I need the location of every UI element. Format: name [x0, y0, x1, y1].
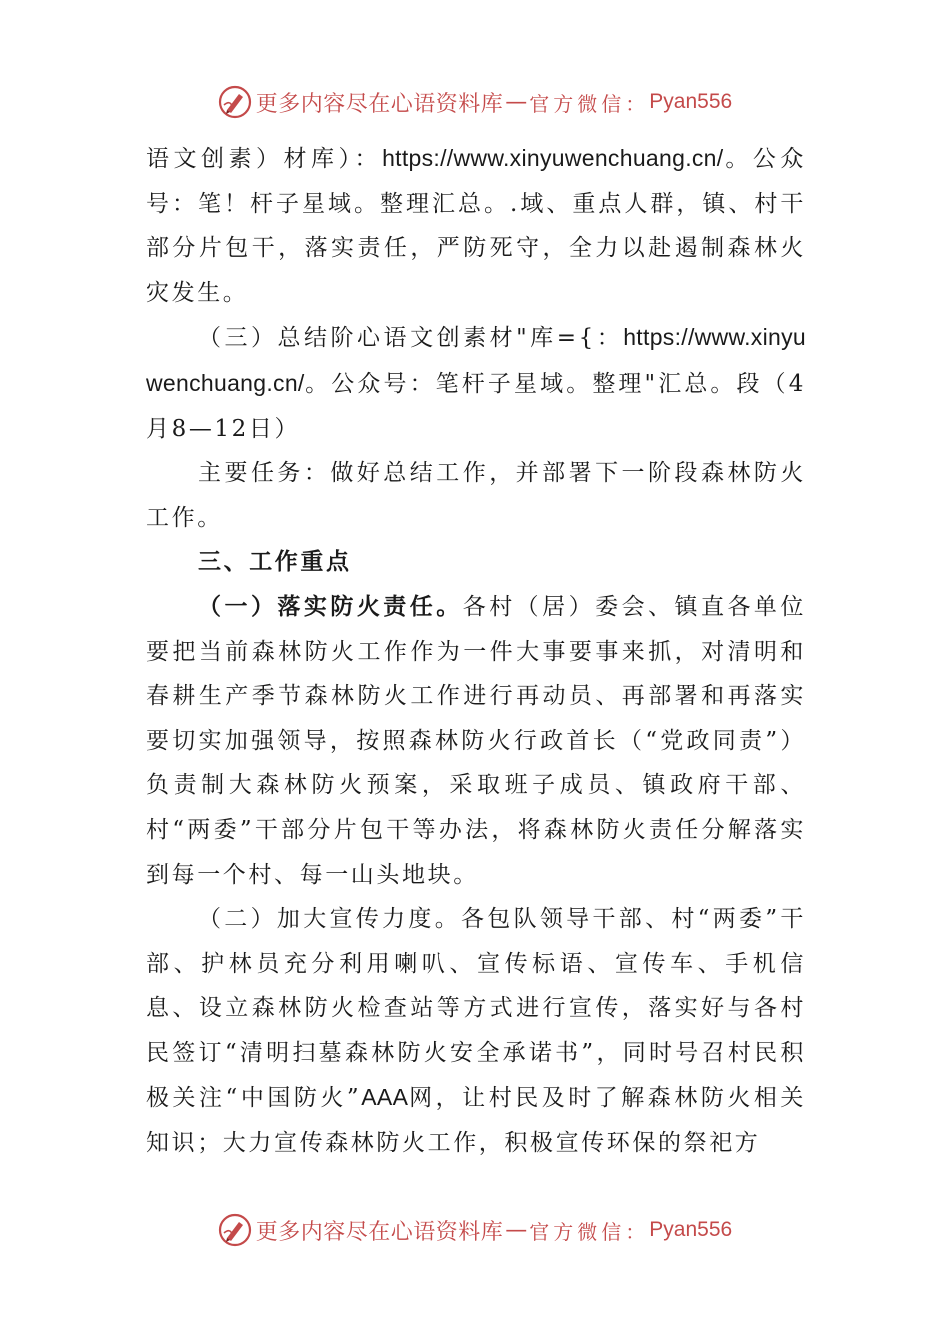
watermark-text: 更多内容尽在心语资料库	[255, 91, 504, 117]
watermark-separator: —	[505, 1217, 528, 1243]
paragraph-5	[146, 897, 806, 1166]
watermark-wechat-label: 官方微信：	[529, 91, 650, 116]
watermark-separator: —	[505, 89, 528, 115]
footer-watermark	[0, 1208, 950, 1252]
paragraph-4-text: 各村（居）委会、镇直各单位要把当前森林防火工作作为一件大事要事来抓，对清明和春耕生产季节森林防火工作进行再动员、再部署和再落实要切实加强领导，按照森林防火行政首长（“党政同责”）负责制大森林防火预案，采取班子成员、镇政府干部、村“两委”干部分片包干等办法，将森林防火责任分解落实到每一个村、每一山头地块。	[146, 593, 807, 888]
paragraph-4-lead: （一）落实防火责任。	[198, 592, 463, 620]
watermark-text: 更多内容尽在心语资料库	[255, 1219, 504, 1245]
document-body	[146, 136, 806, 1166]
paragraph-1-text-b: 。公众号：笔！杆子星域。整理汇总。.域、重点人群，镇、村干部分片包干，落实责任，严防死守，全力以赴遏制森林火灾发生。	[146, 146, 806, 306]
paragraph-5-text-b: 网，让村民及时了解森林防火相关知识；大力宣传森林防火工作，积极宣传环保的祭祀方	[146, 1085, 807, 1157]
paragraph-1-text-a: 语文创素）材库）：	[146, 146, 383, 172]
paragraph-1	[146, 136, 806, 315]
section-heading: 三、工作重点	[198, 548, 352, 576]
paragraph-2-url: https://www.xinyuwenchuang.cn/	[146, 324, 806, 396]
watermark-wechat-id: Pyan556	[649, 90, 733, 113]
header-watermark	[0, 80, 950, 124]
paragraph-5-text-a: （二）加大宣传力度。各包队领导干部、村“两委”干部、护林员充分利用喇叭、宣传标语、宣传车、手机信息、设立森林防火检查站等方式进行宣传，落实好与各村民签订“清明扫墓森林防火安全承诺书”，同时号召村民积极关注“中国防火”	[146, 906, 806, 1112]
pen-logo-icon	[218, 1213, 252, 1247]
paragraph-2	[146, 315, 806, 451]
paragraph-2-text-a: （三）总结阶心语文创素材"库={：	[198, 325, 624, 352]
watermark-wechat-label: 官方微信：	[529, 1219, 650, 1244]
pen-logo-icon	[218, 85, 252, 119]
paragraph-5-latin: AAA	[361, 1084, 409, 1111]
watermark-wechat-id: Pyan556	[649, 1218, 733, 1241]
paragraph-4	[146, 585, 806, 897]
paragraph-3: 主要任务：做好总结工作，并部署下一阶段森林防火工作。	[146, 460, 806, 531]
paragraph-1-url: https://www.xinyuwenchuang.cn/	[382, 145, 724, 171]
paragraph-2-text-b: 。公众号：笔杆子星域。整理"汇总。段（4月8—12日）	[146, 370, 806, 442]
